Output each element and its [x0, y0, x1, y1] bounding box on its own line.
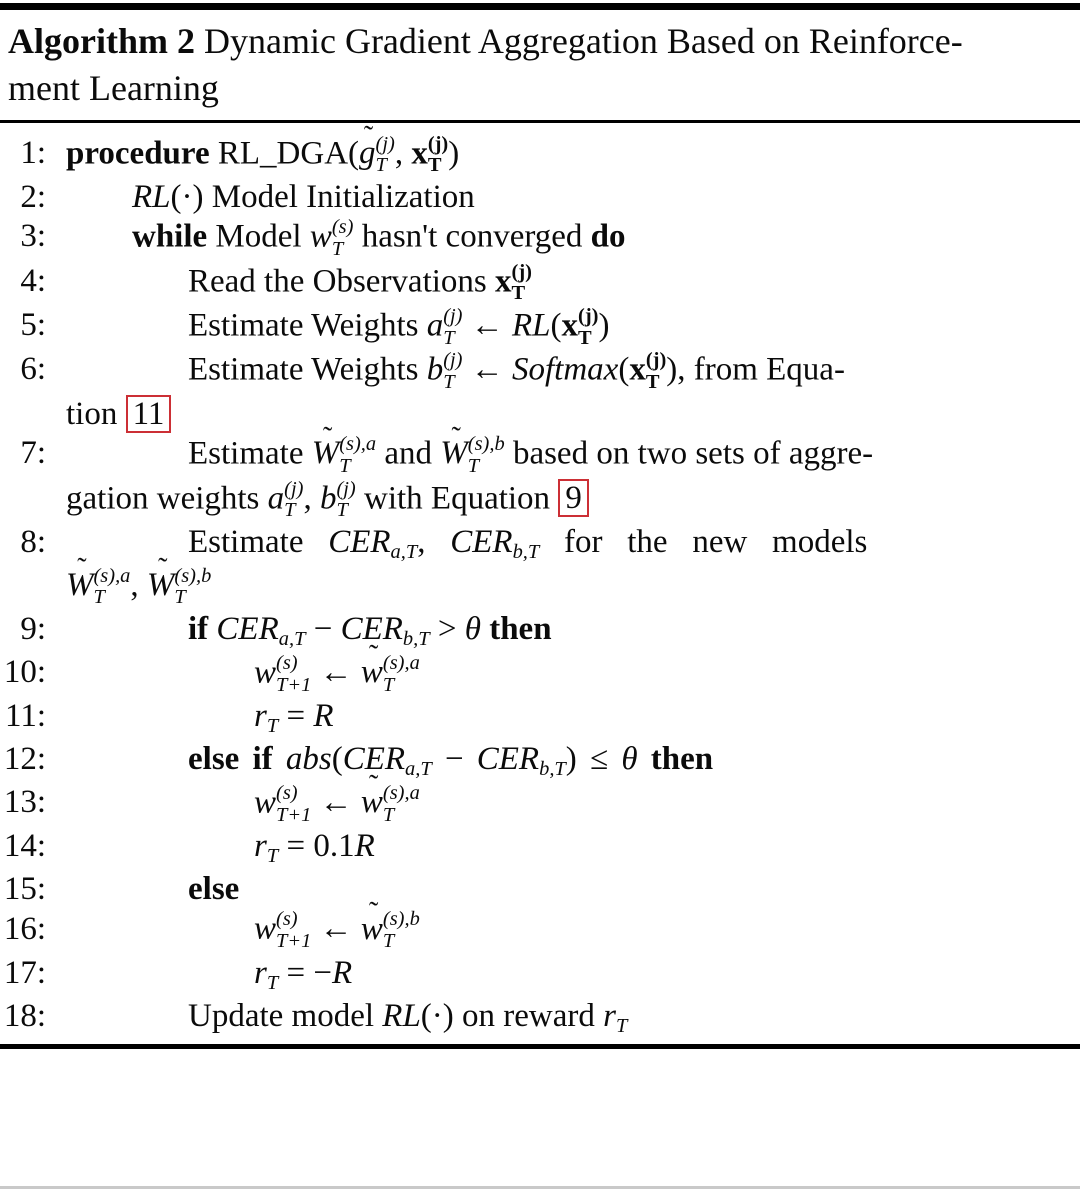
math-superscript: (j) [375, 132, 395, 155]
line-number: 3: [20, 218, 46, 255]
line-number: 9: [20, 611, 46, 648]
algo-line-continuation [0, 395, 1076, 434]
math-superscript: (s),b [467, 433, 505, 456]
math-scripts [512, 262, 532, 305]
math-superscript: (j) [511, 260, 532, 283]
math-superscript: (j) [284, 477, 304, 500]
text: hasn't converged [353, 218, 591, 255]
line-content [66, 178, 475, 216]
keyword: then [480, 611, 552, 648]
math-base: x [629, 351, 646, 388]
math-superscript: (s),a [382, 781, 420, 804]
text: ← [311, 910, 361, 947]
math-scripts [174, 566, 211, 609]
math-superscript: (j) [443, 304, 463, 327]
math-var: RL [132, 178, 171, 215]
algorithm-caption [0, 10, 1080, 120]
math-subscript: T [331, 237, 344, 260]
line-content [66, 783, 420, 826]
text: for the new models [539, 523, 868, 560]
line-content [66, 523, 867, 565]
math-scripts [428, 134, 448, 177]
keyword: while [132, 218, 208, 255]
math-base: CER [340, 611, 403, 648]
math-term [254, 653, 311, 696]
math-base: w [309, 218, 332, 255]
math-scripts [332, 217, 354, 260]
math-subscript: a,T [278, 628, 306, 651]
math-scripts [276, 653, 311, 696]
math-subscript: T [284, 499, 296, 522]
algo-line-2 [0, 178, 1076, 216]
math-superscript: (s) [276, 908, 298, 931]
math-base: b [319, 479, 337, 516]
text: ) [598, 307, 610, 344]
text: Model [207, 218, 310, 255]
text: ( [618, 351, 630, 388]
math-superscript: (s) [276, 651, 298, 674]
math-base: x [495, 262, 512, 299]
math-term [562, 306, 599, 349]
text: (·) [420, 997, 454, 1034]
text: , [394, 134, 412, 171]
text: ← [311, 654, 361, 691]
math-subscript: T [375, 154, 387, 177]
line-number: 6: [20, 351, 46, 388]
math-term [254, 954, 278, 996]
line-content [66, 827, 375, 869]
math-subscript: T [443, 326, 455, 349]
algorithm-label: Algorithm 2 [8, 21, 195, 61]
math-base: CER [450, 523, 513, 560]
text: = [278, 698, 314, 735]
math-base: x [411, 134, 428, 171]
math-term [440, 434, 504, 477]
text: − [305, 611, 341, 648]
math-subscript: T [578, 326, 592, 349]
math-base: w [254, 654, 277, 691]
math-term [411, 134, 448, 177]
math-superscript: (j) [443, 349, 463, 372]
algo-line-12 [0, 740, 1076, 782]
math-term [328, 523, 417, 565]
math-term [254, 783, 311, 826]
line-content [66, 740, 713, 782]
math-base: CER [476, 741, 540, 778]
line-content [66, 479, 589, 522]
math-term [427, 306, 463, 349]
text: Update model [188, 997, 383, 1034]
text: ( [331, 741, 343, 778]
text: and [376, 435, 441, 472]
math-subscript: T [93, 586, 105, 609]
line-content [66, 870, 239, 908]
algo-line-3 [0, 217, 1076, 260]
math-subscript: T [511, 282, 526, 305]
math-subscript: T [382, 803, 395, 826]
math-subscript: T [443, 370, 455, 393]
math-scripts [443, 350, 462, 393]
math-term [629, 350, 666, 393]
caption-title-part1: Dynamic Gradient Aggregation Based on Reinforce- [194, 21, 963, 61]
line-content [66, 395, 171, 434]
algo-line-16 [0, 909, 1076, 952]
line-number: 4: [20, 262, 46, 299]
text: Read the Observations [188, 262, 496, 299]
math-subscript: T [336, 499, 348, 522]
math-base: w ˜ [361, 653, 383, 691]
line-content [66, 350, 845, 393]
line-content [66, 697, 334, 739]
math-base: x [561, 307, 579, 344]
text: = 0.1 [278, 828, 355, 865]
text: Model Initialization [203, 178, 475, 215]
math-scripts [468, 434, 505, 477]
math-term [477, 740, 566, 782]
math-term [361, 653, 420, 696]
math-superscript: (s),b [174, 564, 212, 587]
math-subscript: T [266, 715, 279, 738]
line-number: 1: [20, 134, 46, 171]
text: ← [311, 784, 361, 821]
math-var: θ [464, 611, 481, 648]
math-base: g ˜ [359, 134, 376, 172]
math-var: θ [621, 741, 638, 778]
math-base: r [254, 954, 267, 991]
keyword: else if [188, 741, 286, 778]
bottom-rule [0, 1044, 1080, 1049]
text: Estimate [188, 435, 312, 472]
math-var: abs [285, 741, 332, 778]
text: RL_DGA( [209, 134, 360, 171]
text: Estimate Weights [188, 351, 427, 388]
math-superscript: (s) [276, 781, 298, 804]
math-subscript: T [427, 154, 442, 177]
math-base: W ˜ [147, 566, 175, 604]
text: > [429, 611, 465, 648]
math-term [361, 783, 420, 826]
text: ), from Equa- [666, 351, 845, 388]
line-number: 16: [3, 910, 46, 947]
math-subscript: T [174, 586, 186, 609]
math-term [495, 262, 532, 305]
math-term [147, 566, 211, 609]
algo-line-17 [0, 954, 1076, 996]
math-base: W ˜ [312, 434, 340, 472]
math-var: R [313, 698, 334, 735]
text: − [431, 741, 477, 778]
line-content [66, 653, 420, 696]
text: ( [550, 307, 562, 344]
equation-ref-11[interactable]: 11 [126, 395, 172, 434]
line-content [66, 610, 552, 652]
algo-line-6 [0, 350, 1076, 393]
algo-line-continuation [0, 566, 1076, 609]
math-base: W ˜ [66, 566, 94, 604]
math-base: CER [216, 611, 279, 648]
equation-ref-9[interactable]: 9 [558, 479, 589, 518]
line-number: 10: [3, 654, 46, 691]
math-term [254, 909, 311, 952]
line-number: 12: [3, 741, 46, 778]
caption-line-1 [8, 18, 1070, 65]
math-term [341, 610, 430, 652]
math-subscript: T [382, 673, 395, 696]
math-base: CER [342, 741, 406, 778]
math-term [450, 523, 539, 565]
math-term [603, 997, 627, 1039]
math-superscript: (s),a [382, 651, 420, 674]
line-content [66, 954, 352, 996]
text: , [130, 567, 147, 603]
math-base: r [603, 997, 616, 1034]
math-term [254, 697, 278, 739]
math-var: Softmax [512, 351, 619, 388]
math-base: b [426, 351, 444, 388]
algo-line-9 [0, 610, 1076, 652]
text: = − [278, 954, 332, 991]
math-scripts [646, 350, 666, 393]
math-scripts [276, 783, 311, 826]
math-base: w [254, 784, 277, 821]
math-term [312, 434, 376, 477]
algo-line-18 [0, 997, 1076, 1039]
text: on reward [453, 997, 604, 1034]
math-var: R [331, 954, 353, 991]
math-subscript: T [266, 845, 279, 868]
math-superscript: (s) [331, 216, 354, 239]
math-scripts [383, 653, 420, 696]
algo-line-continuation [0, 479, 1076, 522]
algo-line-7 [0, 434, 1076, 477]
math-superscript: (s),a [93, 564, 131, 587]
line-number: 2: [20, 178, 46, 215]
line-content [66, 134, 459, 177]
text: ) [448, 134, 460, 171]
text: Estimate [188, 523, 329, 560]
math-subscript: T [467, 454, 480, 477]
line-number: 11: [5, 698, 46, 735]
math-base: a [426, 307, 444, 344]
math-term [310, 217, 354, 260]
line-content [66, 262, 532, 305]
keyword: else [188, 871, 240, 908]
math-subscript: a,T [390, 541, 418, 564]
math-subscript: T+1 [276, 930, 312, 953]
text: , [417, 523, 451, 560]
math-base: w ˜ [361, 910, 383, 948]
math-scripts [443, 306, 462, 349]
line-number: 13: [3, 784, 46, 821]
math-subscript: T [339, 454, 351, 477]
keyword: do [590, 218, 626, 255]
math-term [359, 134, 395, 177]
text: , [303, 479, 320, 516]
math-base: w [254, 910, 277, 947]
line-number: 8: [20, 523, 46, 560]
math-term [216, 610, 305, 652]
math-var: RL [512, 307, 551, 344]
line-number: 7: [20, 435, 46, 472]
math-base: r [254, 698, 267, 735]
line-number: 17: [3, 954, 46, 991]
line-content [66, 434, 873, 477]
algo-line-4 [0, 262, 1076, 305]
text: ← [462, 351, 512, 388]
math-term [66, 566, 130, 609]
math-subscript: b,T [512, 541, 540, 564]
math-scripts [376, 134, 395, 177]
math-superscript: (j) [336, 477, 356, 500]
math-subscript: a,T [405, 758, 432, 781]
keyword: if [188, 611, 217, 648]
math-term [320, 479, 356, 522]
math-scripts [336, 479, 355, 522]
math-base: a [267, 479, 285, 516]
math-subscript: T [266, 971, 279, 994]
math-term [254, 827, 278, 869]
math-base: CER [328, 523, 391, 560]
line-number: 5: [20, 307, 46, 344]
algo-line-13 [0, 783, 1076, 826]
math-superscript: (j) [578, 304, 599, 327]
math-subscript: T+1 [276, 803, 312, 826]
keyword: procedure [66, 134, 210, 171]
text: gation weights [66, 479, 268, 516]
algo-line-15 [0, 870, 1076, 908]
line-number: 18: [3, 997, 46, 1034]
math-subscript: b,T [402, 628, 430, 651]
line-number: 15: [3, 871, 46, 908]
line-content [66, 909, 420, 952]
text: ← [462, 307, 512, 344]
math-scripts [339, 434, 376, 477]
algo-line-5 [0, 306, 1076, 349]
math-scripts [276, 909, 311, 952]
caption-line-2: ment Learning [8, 67, 219, 108]
keyword: then [637, 741, 714, 778]
math-base: W ˜ [440, 434, 468, 472]
math-term [343, 740, 432, 782]
math-term [361, 909, 420, 952]
math-base: w ˜ [361, 783, 383, 821]
top-rule [0, 3, 1080, 10]
math-subscript: T [382, 930, 395, 953]
math-superscript: (j) [427, 132, 449, 155]
math-scripts [383, 909, 420, 952]
line-number: 14: [3, 828, 46, 865]
math-var: R [354, 828, 375, 865]
text: ) ≤ [565, 741, 622, 778]
math-subscript: T [645, 370, 660, 393]
algo-line-11 [0, 697, 1076, 739]
line-content [66, 306, 609, 349]
math-subscript: T+1 [276, 673, 312, 696]
math-var: RL [382, 997, 421, 1034]
math-scripts [578, 306, 598, 349]
algorithm-body [0, 123, 1080, 1039]
text: Estimate Weights [188, 307, 427, 344]
line-content [66, 997, 627, 1039]
algo-line-14 [0, 827, 1076, 869]
algo-line-10 [0, 653, 1076, 696]
algo-line-1 [0, 134, 1076, 177]
text: tion [66, 395, 126, 432]
math-base: r [254, 828, 267, 865]
math-scripts [284, 479, 303, 522]
text: (·) [170, 178, 204, 215]
math-subscript: b,T [539, 758, 566, 781]
line-content [66, 217, 625, 260]
math-subscript: T [615, 1014, 628, 1037]
algorithm-box [0, 3, 1080, 1189]
math-superscript: (s),a [339, 433, 377, 456]
math-scripts [383, 783, 420, 826]
math-superscript: (j) [645, 349, 667, 372]
math-term [427, 350, 463, 393]
math-superscript: (s),b [382, 908, 420, 931]
text: with Equation [355, 479, 559, 516]
math-term [268, 479, 304, 522]
line-content [66, 566, 211, 609]
math-scripts [94, 566, 131, 609]
text: based on two sets of aggre- [504, 435, 874, 472]
